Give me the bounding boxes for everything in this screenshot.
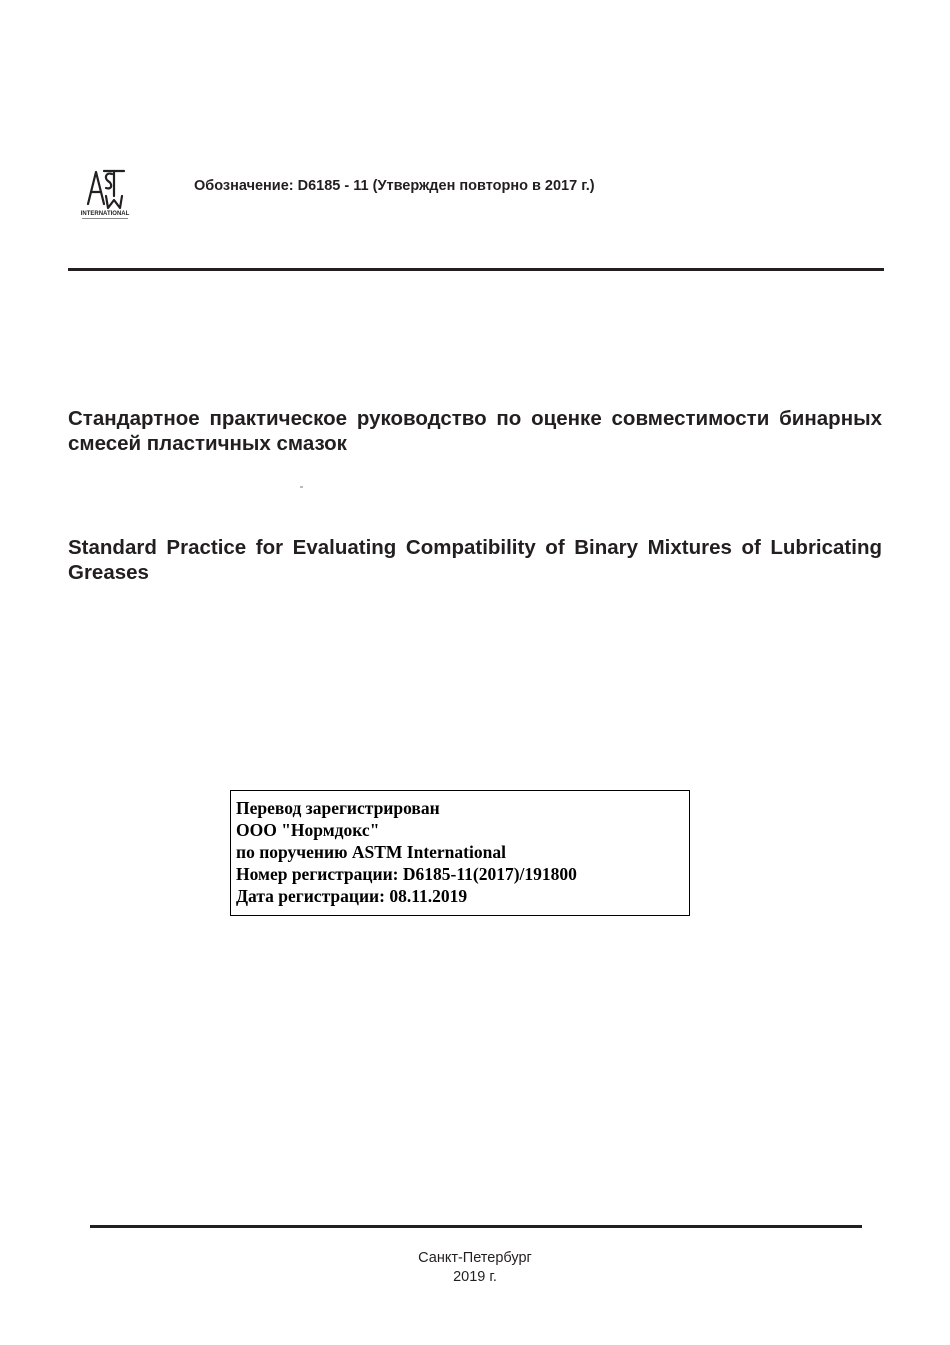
title-russian: Стандартное практическое руководство по оценке совместимости бинарных смесей пластичных смазок [68,407,882,455]
designation-text: Обозначение: D6185 - 11 (Утвержден повторно в 2017 г.) [194,178,595,194]
footer [0,1249,950,1287]
footer-city: Санкт-Петербург [418,1250,532,1266]
registration-line: Номер регистрации: D6185-11(2017)/191800 [236,864,577,884]
registration-line: Дата регистрации: 08.11.2019 [236,886,468,906]
header-divider [68,268,884,271]
registration-box [230,790,690,916]
astm-logo-icon [78,166,132,222]
registration-line: Перевод зарегистрирован [236,798,440,818]
registration-line: по поручению ASTM International [236,842,506,862]
registration-line: ООО "Нормдокс" [236,820,380,840]
svg-text:INTERNATIONAL: INTERNATIONAL [80,211,130,217]
footer-divider [90,1225,862,1228]
footer-year: 2019 г. [453,1269,497,1285]
stray-mark [300,486,303,488]
title-english: Standard Practice for Evaluating Compatibility of Binary Mixtures of Lubricating Greases [68,536,882,584]
